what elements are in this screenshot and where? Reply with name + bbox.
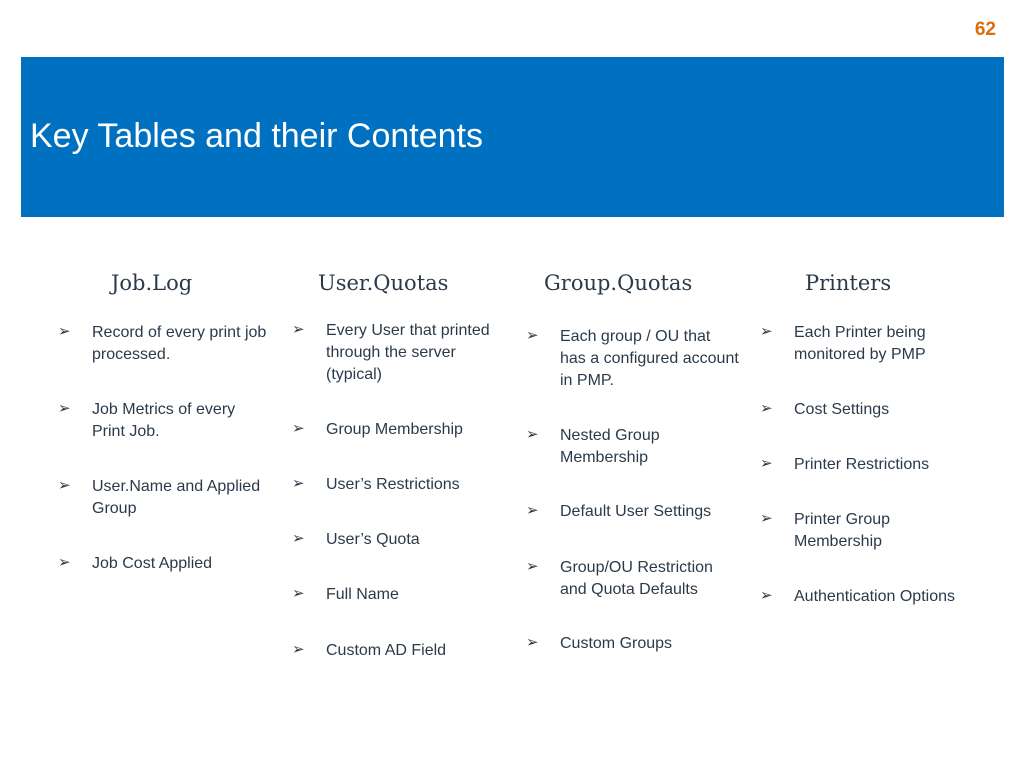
column-heading-groupquotas: Group.Quotas <box>544 271 693 295</box>
arrowhead-bullet-icon: ➢ <box>292 474 305 492</box>
arrowhead-bullet-icon: ➢ <box>292 640 305 658</box>
arrowhead-bullet-icon: ➢ <box>760 509 773 527</box>
arrowhead-bullet-icon: ➢ <box>526 425 539 443</box>
arrowhead-bullet-icon: ➢ <box>760 399 773 417</box>
arrowhead-bullet-icon: ➢ <box>292 320 305 338</box>
arrowhead-bullet-icon: ➢ <box>760 586 773 604</box>
arrowhead-bullet-icon: ➢ <box>58 476 71 494</box>
arrowhead-bullet-icon: ➢ <box>58 322 71 340</box>
column-heading-joblog: Job.Log <box>111 271 193 295</box>
arrowhead-bullet-icon: ➢ <box>58 553 71 571</box>
slide-title: Key Tables and their Contents <box>30 117 483 155</box>
arrowhead-bullet-icon: ➢ <box>760 322 773 340</box>
arrowhead-bullet-icon: ➢ <box>292 529 305 547</box>
arrowhead-bullet-icon: ➢ <box>526 557 539 575</box>
arrowhead-bullet-icon: ➢ <box>526 501 539 519</box>
column-heading-userquotas: User.Quotas <box>318 271 449 295</box>
column-heading-printers: Printers <box>805 271 892 295</box>
page-number: 62 <box>974 19 996 40</box>
arrowhead-bullet-icon: ➢ <box>526 326 539 344</box>
arrowhead-bullet-icon: ➢ <box>292 419 305 437</box>
arrowhead-bullet-icon: ➢ <box>292 584 305 602</box>
arrowhead-bullet-icon: ➢ <box>58 399 71 417</box>
arrowhead-bullet-icon: ➢ <box>526 633 539 651</box>
arrowhead-bullet-icon: ➢ <box>760 454 773 472</box>
